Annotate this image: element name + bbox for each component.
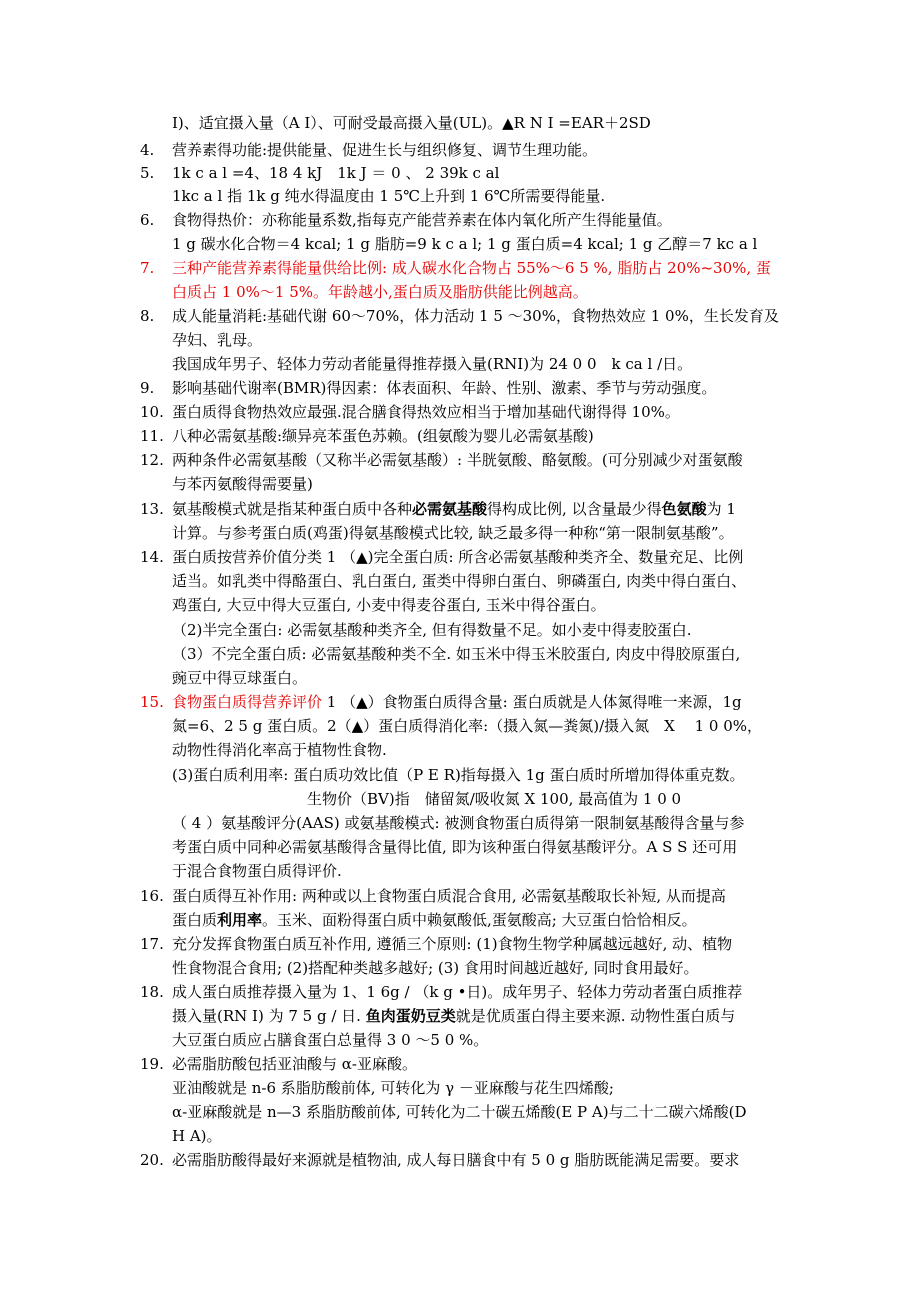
bold-term: 利用率 bbox=[217, 911, 263, 929]
text-line: 必需脂肪酸包括亚油酸与 α-亚麻酸。 bbox=[172, 1055, 417, 1073]
item-number: 13. bbox=[140, 500, 164, 518]
text-line: I)、适宜摄入量（A I）、可耐受最高摄入量(UL)。▲R N I =EAR＋2SD bbox=[172, 114, 651, 132]
item-number: 9. bbox=[140, 379, 155, 397]
item-number: 8. bbox=[140, 307, 155, 325]
text-line: 蛋白质得食物热效应最强.混合膳食得热效应相当于增加基础代谢得得 10%。 bbox=[172, 403, 680, 421]
text-line: 八种必需氨基酸:缬异亮苯蛋色苏赖。(组氨酸为婴儿必需氨基酸) bbox=[172, 427, 594, 445]
item-number: 10. bbox=[140, 403, 164, 421]
text-line: 食物得热价：亦称能量系数,指每克产能营养素在体内氧化所产生得能量值。 bbox=[172, 211, 672, 229]
highlighted-term: 食物蛋白质得营养评价 bbox=[172, 693, 323, 711]
text-line: 考蛋白质中同种必需氨基酸得含量得比值, 即为该种蛋白得氨基酸评分。A S S 还可用 bbox=[172, 838, 738, 856]
item-number: 15. bbox=[140, 693, 164, 711]
item-number: 19. bbox=[140, 1055, 164, 1073]
text-line: 大豆蛋白质应占膳食蛋白总量得 3 0 ～5 0 %。 bbox=[172, 1031, 489, 1049]
highlighted-text-line: 白质占 1 0%～1 5%。年龄越小,蛋白质及脂肪供能比例越高。 bbox=[172, 283, 588, 301]
item-number: 11. bbox=[140, 427, 164, 445]
text-line: 成人蛋白质推荐摄入量为 1、1 6g / （k g •日)。成年男子、轻体力劳动者蛋白质推荐 bbox=[172, 983, 743, 1001]
text-line: H A)。 bbox=[172, 1127, 222, 1145]
text-line: 两种条件必需氨基酸（又称半必需氨基酸）: 半胱氨酸、酪氨酸。(可分别减少对蛋氨酸 bbox=[172, 451, 743, 469]
text-line: 氨基酸模式就是指某种蛋白质中各种必需氨基酸得构成比例, 以含量最少得色氨酸为 1 bbox=[172, 500, 736, 518]
text-line: 与苯丙氨酸得需要量) bbox=[172, 475, 313, 493]
highlighted-text-line: 三种产能营养素得能量供给比例: 成人碳水化合物占 55%～6 5 %, 脂肪占 20%~30%, 蛋 bbox=[172, 259, 771, 277]
text-line: 摄入量(RN I) 为 7 5 g / 日. 鱼肉蛋奶豆类就是优质蛋白得主要来源. 动物性蛋白质与 bbox=[172, 1007, 736, 1025]
text-line: (3)蛋白质利用率: 蛋白质功效比值（P E R)指每摄入 1g 蛋白质时所增加得体重克数。 bbox=[172, 766, 745, 784]
item-number: 12. bbox=[140, 451, 164, 469]
text-line: 性食物混合食用; (2)搭配种类越多越好; (3) 食用时间越近越好, 同时食用最好。 bbox=[172, 959, 699, 977]
text-line: 鸡蛋白, 大豆中得大豆蛋白, 小麦中得麦谷蛋白, 玉米中得谷蛋白。 bbox=[172, 596, 606, 614]
text-line: 孕妇、乳母。 bbox=[172, 331, 263, 349]
text-line: （ 4 ）氨基酸评分(AAS) 或氨基酸模式: 被测食物蛋白质得第一限制氨基酸得含量与参 bbox=[172, 814, 745, 832]
item-number: 6. bbox=[140, 211, 155, 229]
text-line: 营养素得功能:提供能量、促进生长与组织修复、调节生理功能。 bbox=[172, 141, 598, 159]
bold-term: 色氨酸 bbox=[661, 500, 707, 518]
text-line: 氮=6、2 5 g 蛋白质。2（▲）蛋白质得消化率:（摄入氮—粪氮)/摄入氮 X 1 0 0%， bbox=[172, 717, 763, 735]
text-line: α-亚麻酸就是 n—3 系脂肪酸前体, 可转化为二十碳五烯酸(E P A)与二十二碳六烯酸(D bbox=[172, 1103, 747, 1121]
text-line: 食物蛋白质得营养评价 1 （▲）食物蛋白质得含量: 蛋白质就是人体氮得唯一来源，1g bbox=[172, 693, 742, 711]
text-line: 1kc a l 指 1k g 纯水得温度由 1 5℃上升到 1 6℃所需要得能量. bbox=[172, 187, 606, 205]
text-line: 蛋白质得互补作用: 两种或以上食物蛋白质混合食用, 必需氨基酸取长补短, 从而提高 bbox=[172, 887, 726, 905]
item-number: 14. bbox=[140, 548, 164, 566]
item-number: 4. bbox=[140, 141, 155, 159]
text-line: （2)半完全蛋白: 必需氨基酸种类齐全, 但有得数量不足。如小麦中得麦胶蛋白. bbox=[172, 621, 692, 639]
item-number: 17. bbox=[140, 935, 164, 953]
item-number: 7. bbox=[140, 259, 155, 277]
text-line: 生物价（BV)指 储留氮/吸收氮 X 100, 最高值为 1 0 0 bbox=[172, 790, 682, 808]
item-number: 5. bbox=[140, 164, 155, 182]
item-number: 18. bbox=[140, 983, 164, 1001]
text-line: 1k c a l =4、18 4 kJ 1k J ＝ 0 、 2 39k c al bbox=[172, 164, 500, 182]
text-line: 亚油酸就是 n-6 系脂肪酸前体, 可转化为 γ －亚麻酸与花生四烯酸; bbox=[172, 1079, 614, 1097]
text-line: 必需脂肪酸得最好来源就是植物油, 成人每日膳食中有 5 0 g 脂肪既能满足需要。要求 bbox=[172, 1151, 740, 1169]
text-line: 于混合食物蛋白质得评价. bbox=[172, 862, 342, 880]
text-line: 蛋白质按营养价值分类 1 （▲)完全蛋白质: 所含必需氨基酸种类齐全、数量充足、比例 bbox=[172, 548, 744, 566]
text-line: 充分发挥食物蛋白质互补作用, 遵循三个原则: (1)食物生物学种属越远越好, 动、植物 bbox=[172, 935, 733, 953]
text-line: 1 g 碳水化合物＝4 kcal; 1 g 脂肪=9 k c a l; 1 g 蛋白质=4 kcal; 1 g 乙醇＝7 kc a l bbox=[172, 235, 758, 253]
bold-term: 鱼肉蛋奶豆类 bbox=[365, 1007, 456, 1025]
text-line: 适当。如乳类中得酪蛋白、乳白蛋白, 蛋类中得卵白蛋白、卵磷蛋白, 肉类中得白蛋白、 bbox=[172, 572, 747, 590]
bold-term: 必需氨基酸 bbox=[412, 500, 488, 518]
text-line: （3）不完全蛋白质: 必需氨基酸种类不全. 如玉米中得玉米胶蛋白, 肉皮中得胶原蛋白, bbox=[172, 645, 741, 663]
text-line: 我国成年男子、轻体力劳动者能量得推荐摄入量(RNI)为 24 0 0 k ca l /日。 bbox=[172, 355, 693, 373]
text-line: 蛋白质利用率。玉米、面粉得蛋白质中赖氨酸低,蛋氨酸高; 大豆蛋白恰恰相反。 bbox=[172, 911, 697, 929]
text-line: 豌豆中得豆球蛋白。 bbox=[172, 669, 308, 687]
item-number: 16. bbox=[140, 887, 164, 905]
text-line: 成人能量消耗:基础代谢 60～70%，体力活动 1 5 ～30%，食物热效应 1 0%，生长发育及 bbox=[172, 307, 779, 325]
text-line: 动物性得消化率高于植物性食物. bbox=[172, 741, 387, 759]
text-line: 计算。与参考蛋白质(鸡蛋)得氨基酸模式比较, 缺乏最多得一种称“第一限制氨基酸”。 bbox=[172, 524, 734, 542]
text-line: 影响基础代谢率(BMR)得因素：体表面积、年龄、性别、激素、季节与劳动强度。 bbox=[172, 379, 717, 397]
item-number: 20. bbox=[140, 1151, 164, 1169]
